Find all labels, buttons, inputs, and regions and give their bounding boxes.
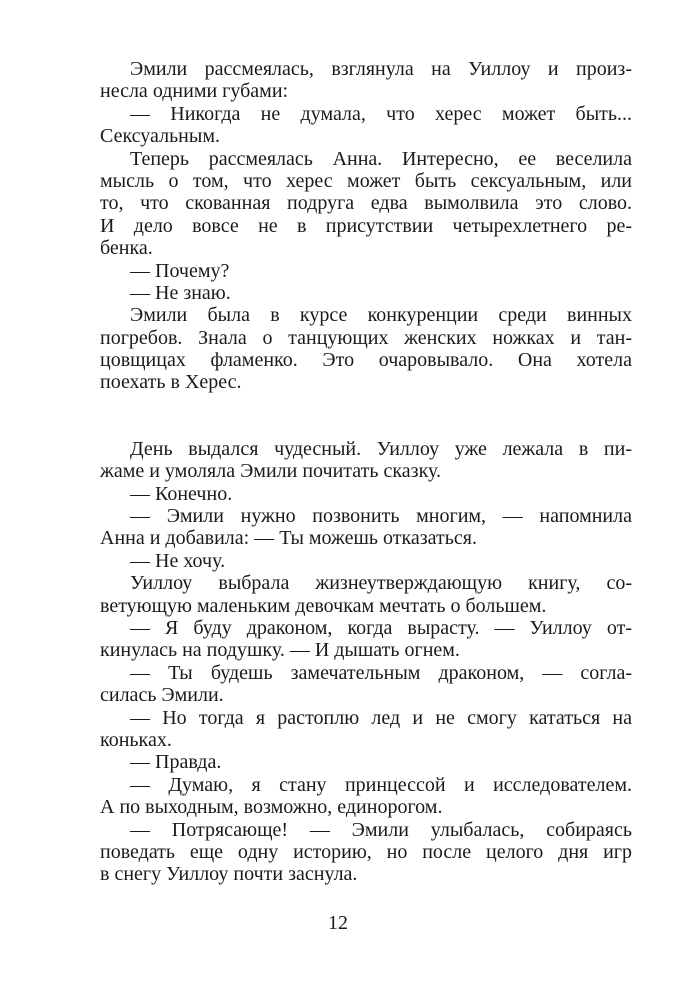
text-line: бенка. <box>100 237 153 260</box>
text-line: жаме и умоляла Эмили почитать сказку. <box>100 460 441 483</box>
text-line: коньках. <box>100 728 172 751</box>
text-line: Анна и добавила: — Ты можешь отказаться. <box>100 527 477 550</box>
text-line: — Не знаю. <box>130 281 231 304</box>
text-section-2 <box>100 438 632 886</box>
text-line: И дело вовсе не в присутствии четырехлетнего ре- <box>100 214 632 237</box>
text-line: — Конечно. <box>130 482 233 505</box>
text-line: — Потрясающе! — Эмили улыбалась, собираясь <box>130 818 632 841</box>
text-section-1 <box>100 58 632 394</box>
page-body <box>100 58 632 886</box>
text-line: — Почему? <box>130 259 230 282</box>
text-line: поведать еще одну историю, но после целого дня игр <box>100 840 632 863</box>
text-line: Теперь рассмеялась Анна. Интересно, ее веселила <box>130 147 632 170</box>
text-line: Эмили была в курсе конкуренции среди винных <box>130 304 632 327</box>
text-line: — Никогда не думала, что херес может быть... <box>130 102 632 125</box>
text-line: мысль о том, что херес может быть сексуальным, или <box>100 169 632 192</box>
text-line: — Не хочу. <box>130 549 226 572</box>
text-line: цовщицах фламенко. Это очаровывало. Она хотела <box>100 349 632 372</box>
page-number: 12 <box>328 912 348 934</box>
text-line: — Думаю, я стану принцессой и исследователем. <box>130 773 632 796</box>
text-line: — Правда. <box>130 751 222 774</box>
text-line: — Я буду драконом, когда вырасту. — Уиллоу от- <box>130 616 632 639</box>
text-line: то, что скованная подруга едва вымолвила это слово. <box>100 192 632 215</box>
text-line: Уиллоу выбрала жизнеутверждающую книгу, со- <box>130 572 632 595</box>
text-line: — Ты будешь замечательным драконом, — согла- <box>130 661 632 684</box>
text-line: погребов. Знала о танцующих женских ножках и тан- <box>100 326 632 349</box>
text-line: Сексуальным. <box>100 125 220 148</box>
text-line: Эмили рассмеялась, взглянула на Уиллоу и произ- <box>130 58 632 80</box>
text-line: ветующую маленьким девочкам мечтать о большем. <box>100 594 547 617</box>
text-line: в снегу Уиллоу почти заснула. <box>100 863 358 886</box>
text-line: силась Эмили. <box>100 684 224 707</box>
text-line: А по выходным, возможно, единорогом. <box>100 796 443 819</box>
text-line: кинулась на подушку. — И дышать огнем. <box>100 639 460 662</box>
text-line: — Эмили нужно позвонить многим, — напомнила <box>130 505 632 528</box>
text-line: День выдался чудесный. Уиллоу уже лежала в пи- <box>130 437 632 460</box>
text-line: — Но тогда я растоплю лед и не смогу кататься на <box>130 706 632 729</box>
section-break <box>100 394 632 438</box>
text-line: несла одними губами: <box>100 80 289 103</box>
text-line: поехать в Херес. <box>100 371 242 394</box>
